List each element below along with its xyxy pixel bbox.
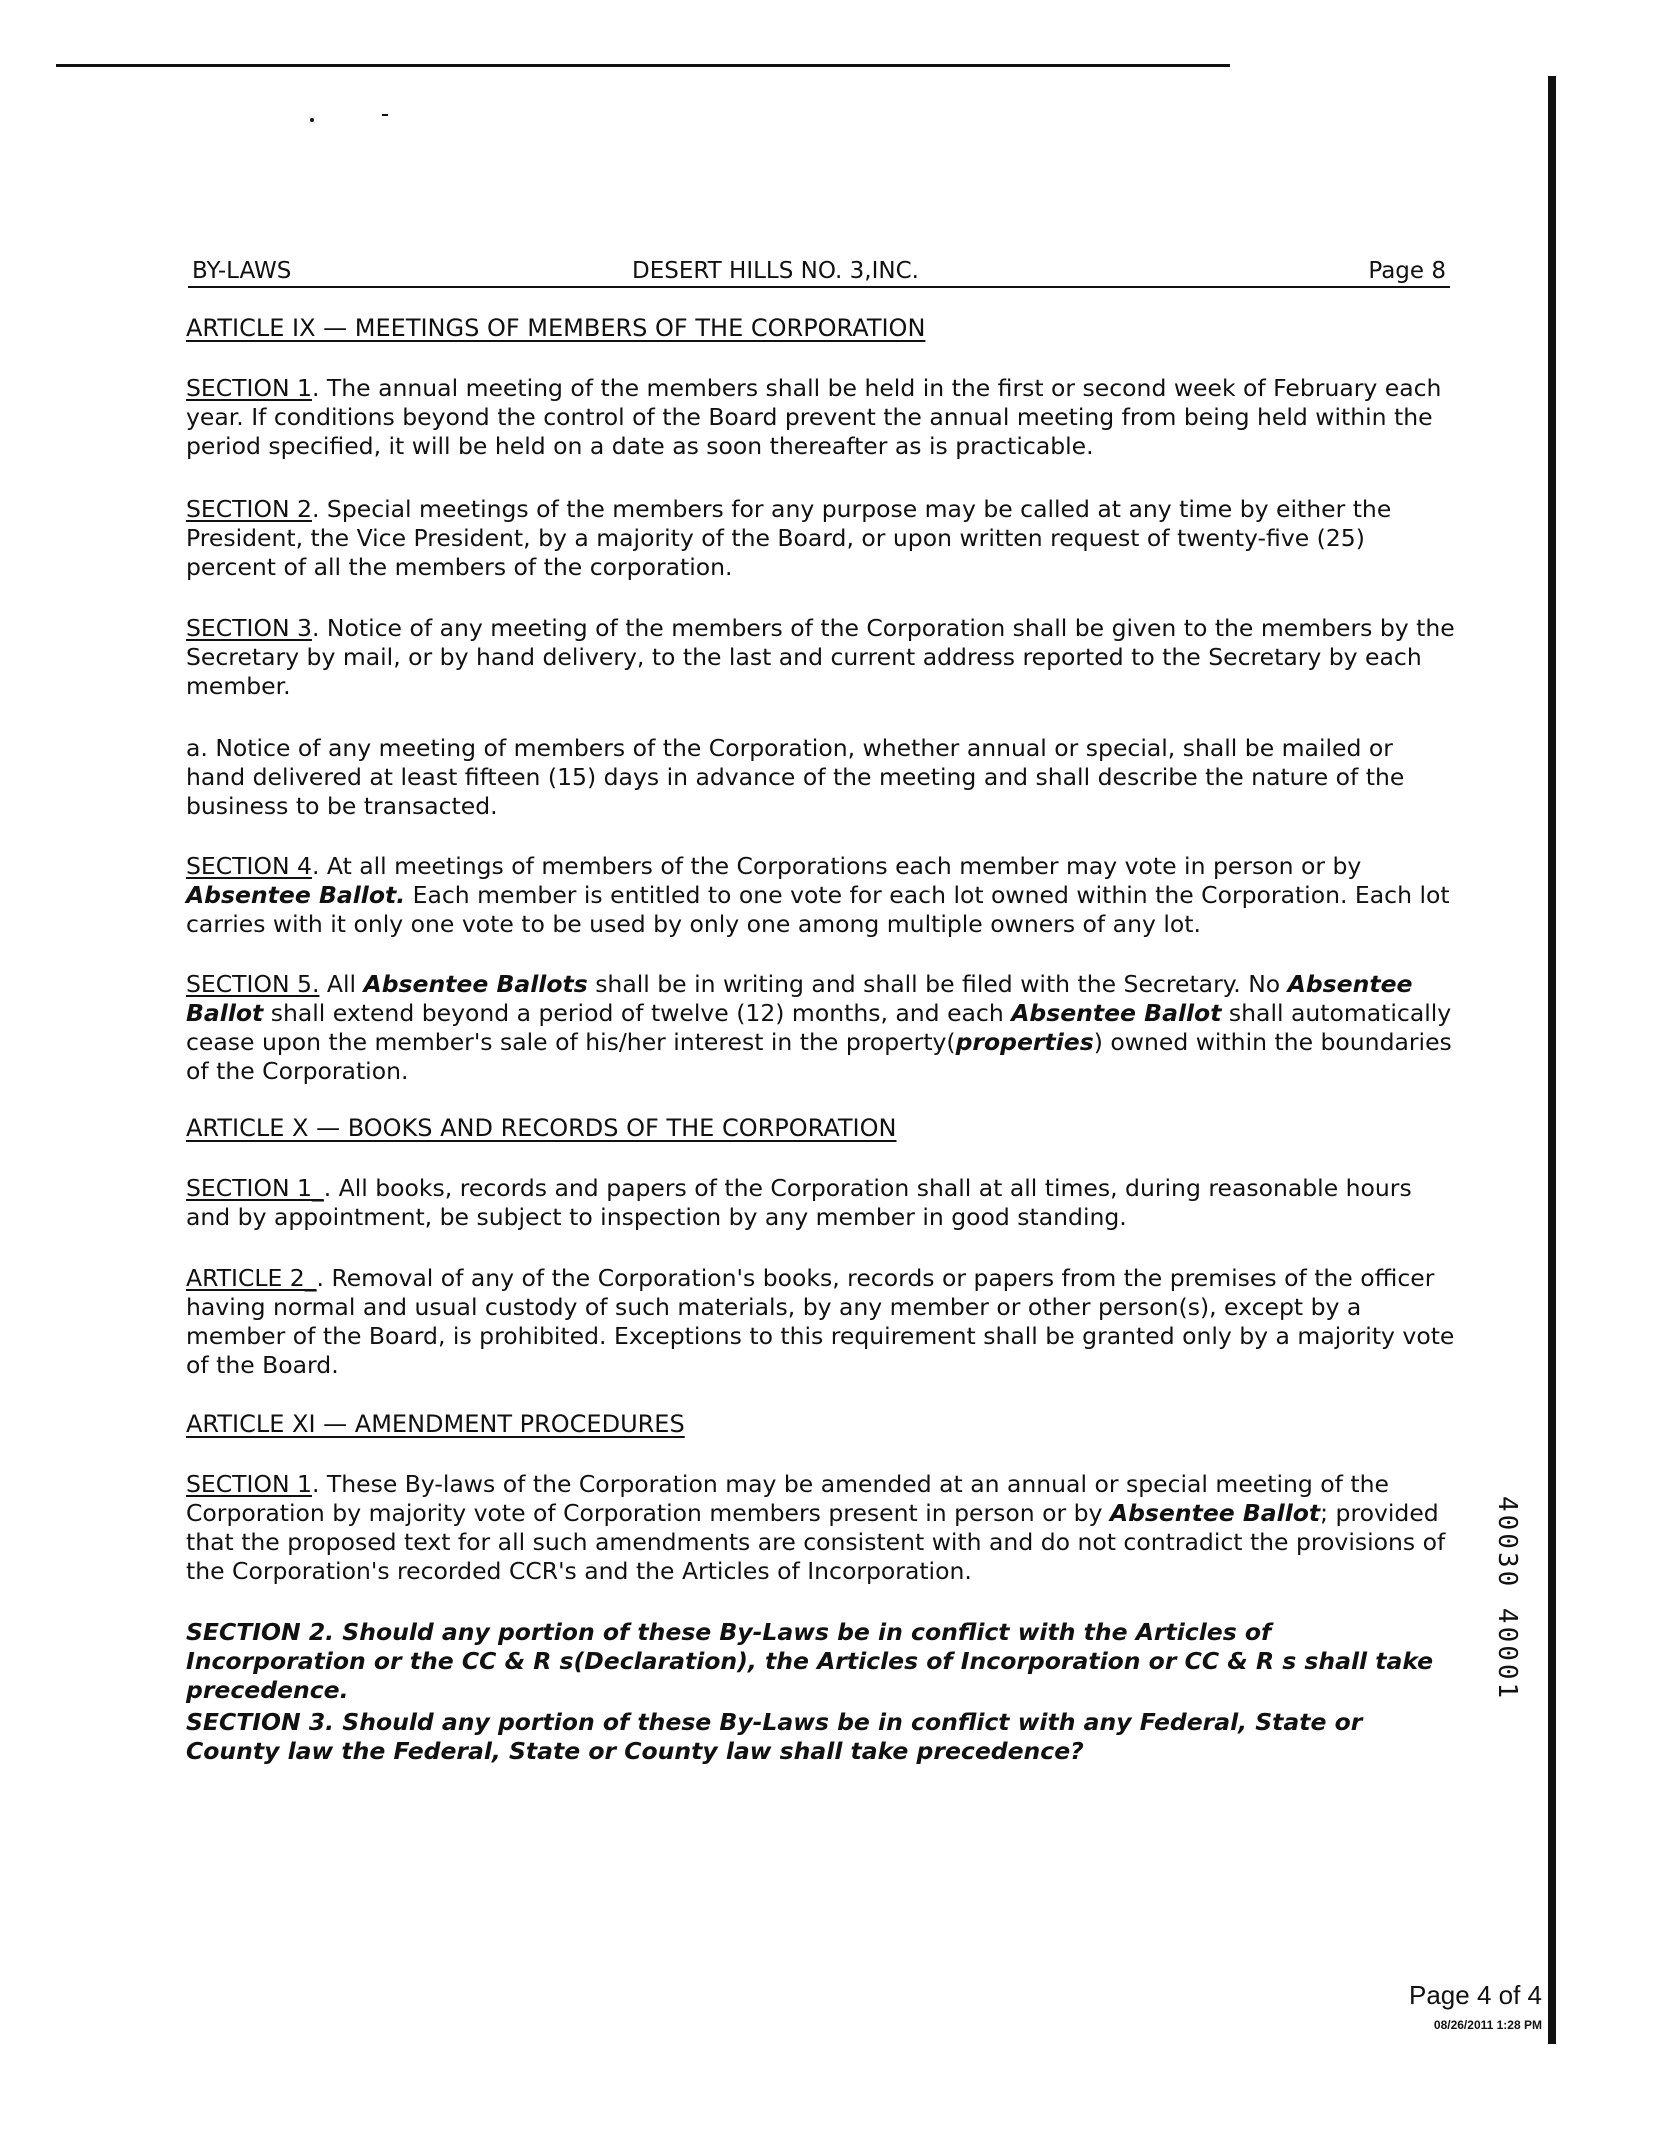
section-label: SECTION 1	[186, 374, 312, 402]
section-text: All	[319, 970, 364, 998]
section-text: ; provided that the proposed text for all such amendments are consistent with and do not contradict the provisions of the Corporation's recorded CCR's and the Articles of Incorporation.	[186, 1499, 1446, 1585]
section-text: . Notice of any meeting of the members of the Corporation shall be given to the members by the Secretary by mail, or by hand delivery, to the last and current address reported to the Secretary by each member.	[186, 614, 1455, 700]
header-center: DESERT HILLS NO. 3,INC.	[632, 258, 919, 284]
section-label: ARTICLE 2_	[186, 1264, 317, 1292]
article-9-section-3a	[186, 734, 1456, 821]
article-9-heading: ARTICLE IX — MEETINGS OF MEMBERS OF THE CORPORATION	[186, 314, 926, 342]
emphasis: properties	[955, 1028, 1094, 1056]
section-label: SECTION 5.	[186, 970, 320, 998]
article-9-section-3	[186, 614, 1456, 701]
article-9-section-1	[186, 374, 1456, 461]
footer-page-number: Page 4 of 4	[1409, 1980, 1542, 2010]
section-text: shall be in writing and shall be filed with the Secretary. No	[587, 970, 1288, 998]
article-11-section-2	[186, 1618, 1456, 1705]
section-text: ) owned within the boundaries of the Corporation.	[186, 1028, 1452, 1085]
recording-stamp-text: 40030 40001	[1492, 1496, 1522, 1702]
section-text: a. Notice of any meeting of members of the Corporation, whether annual or special, shall be mailed or hand delivered at least fifteen (15) days in advance of the meeting and shall describe the nature of the business to be transacted.	[186, 734, 1405, 820]
article-9-section-2	[186, 495, 1456, 582]
section-text: SECTION 3. Should any portion of these By-Laws be in conflict with any Federal, State or County law the Federal, State or County law shall take precedence?	[186, 1708, 1363, 1765]
section-text: . At all meetings of members of the Corporations each member may vote in person or by	[311, 852, 1362, 880]
section-label: SECTION 4	[186, 852, 312, 880]
article-11-section-1	[186, 1470, 1456, 1586]
section-label: SECTION 3	[186, 614, 312, 642]
section-label: SECTION 1	[186, 1470, 312, 1498]
article-10-section-1	[186, 1174, 1456, 1232]
article-9-section-4	[186, 852, 1456, 939]
emphasis: Absentee Ballot	[1011, 999, 1222, 1027]
emphasis: Absentee Ballots	[363, 970, 588, 998]
section-text: . Special meetings of the members for any purpose may be called at any time by either the President, the Vice President, by a majority of the Board, or upon written request of twenty-five (25) percent of all the members of the corporation.	[186, 495, 1392, 581]
article-11-section-3	[186, 1708, 1456, 1766]
section-text: . These By-laws of the Corporation may be amended at an annual or special meeting of the Corporation by majority vote of Corporation members present in person or by	[186, 1470, 1389, 1527]
section-label: SECTION 2	[186, 495, 312, 523]
section-text: shall automatically cease upon the member's sale of his/her interest in the property(	[186, 999, 1452, 1056]
section-text: . Removal of any of the Corporation's books, records or papers from the premises of the officer having normal and usual custody of such materials, by any member or other person(s), except by a member of the Board, is prohibited. Exceptions to this requirement shall be granted only by a majority vote of the Board.	[186, 1264, 1455, 1379]
section-label: SECTION 1_	[186, 1174, 324, 1202]
emphasis: Absentee Ballot.	[186, 881, 406, 909]
header-right: Page 8	[1368, 258, 1446, 284]
article-10-article-2	[186, 1264, 1456, 1380]
emphasis: Absentee Ballot	[1109, 1499, 1321, 1527]
footer-timestamp: 08/26/2011 1:28 PM	[1433, 2018, 1542, 2032]
section-text: Each member is entitled to one vote for each lot owned within the Corporation. Each lot carries with it only one vote to be used by only one among multiple owners of any lot.	[186, 881, 1450, 938]
section-text: SECTION 2. Should any portion of these By-Laws be in conflict with the Articles of Incorporation or the CC & R s(Declaration), the Articles of Incorporation or CC & R s shall take precedence.	[186, 1618, 1434, 1704]
scan-speck	[310, 118, 314, 122]
article-10-heading: ARTICLE X — BOOKS AND RECORDS OF THE CORPORATION	[186, 1114, 897, 1142]
section-text: . The annual meeting of the members shall be held in the first or second week of February each year. If conditions beyond the control of the Board prevent the annual meeting from being held within the period specified, it will be held on a date as soon thereafter as is practicable.	[186, 374, 1442, 460]
article-11-heading: ARTICLE XI — AMENDMENT PROCEDURES	[186, 1410, 685, 1438]
section-text: shall extend beyond a period of twelve (12) months, and each	[263, 999, 1012, 1027]
scan-speck	[382, 114, 388, 116]
page-header	[188, 252, 1450, 288]
emphasis: Absentee Ballot	[186, 970, 1413, 1027]
header-left: BY-LAWS	[192, 258, 292, 284]
top-rule	[56, 64, 1230, 67]
right-margin-bar	[1548, 76, 1556, 2044]
recording-stamp	[1488, 1496, 1522, 1730]
article-9-section-5	[186, 970, 1456, 1086]
section-text: . All books, records and papers of the Corporation shall at all times, during reasonable hours and by appointment, be subject to inspection by any member in good standing.	[186, 1174, 1412, 1231]
